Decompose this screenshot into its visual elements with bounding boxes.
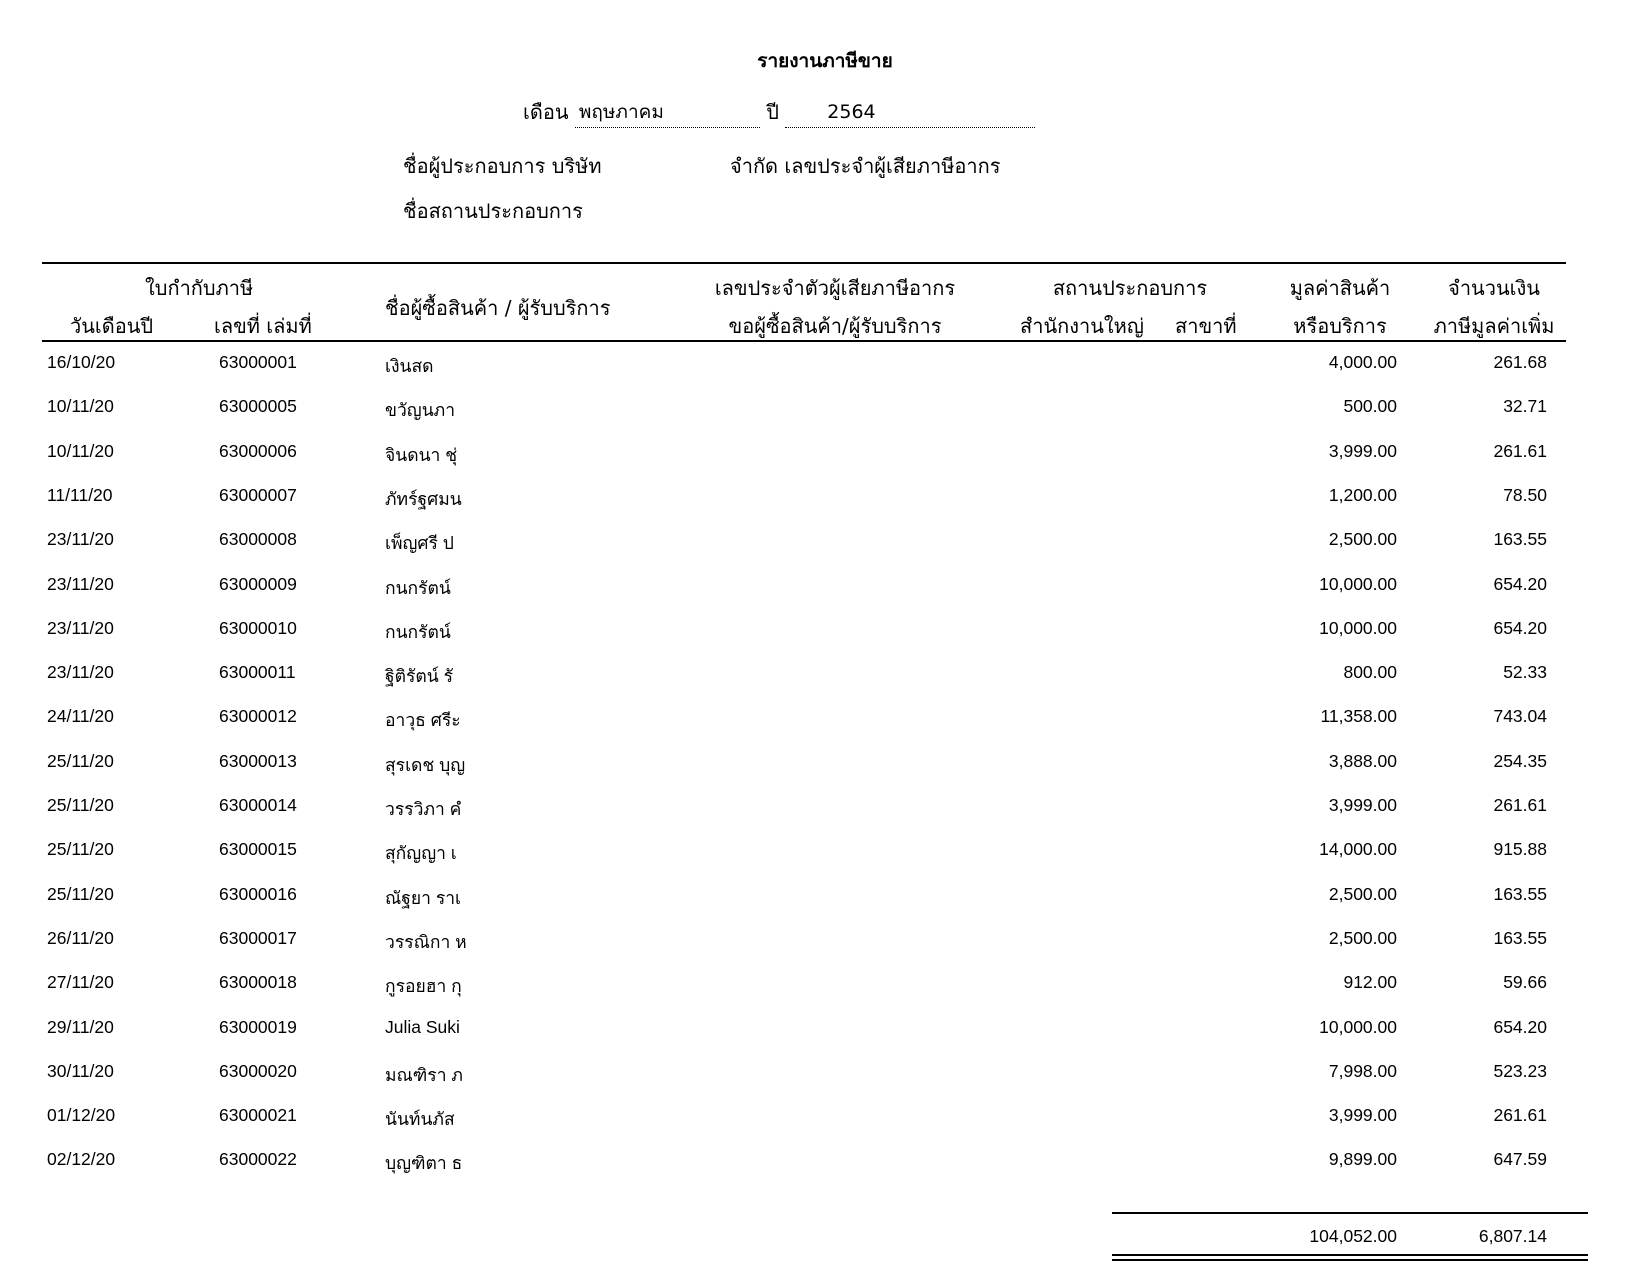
row-buyer-name: กนกรัตน์ [385, 621, 451, 642]
row-value: 800.00 [1343, 662, 1397, 683]
table-row [0, 751, 1650, 795]
row-buyer-name: วรรณิกา ห [385, 931, 467, 952]
table-row [0, 706, 1650, 750]
row-date: 16/10/20 [47, 352, 116, 372]
row-invoice-no: 63000011 [219, 662, 296, 683]
th-taxid-line2: ขอผู้ซื้อสินค้า/ผู้รับบริการ [728, 314, 942, 338]
row-value: 10,000.00 [1319, 617, 1397, 638]
th-value-line2: หรือบริการ [1293, 314, 1387, 338]
row-date: 01/12/20 [47, 1105, 116, 1126]
row-value: 1,200.00 [1328, 484, 1397, 505]
row-date: 29/11/20 [47, 1016, 114, 1037]
row-vat: 261.61 [1493, 440, 1547, 461]
table-row [0, 1017, 1650, 1061]
row-vat: 654.20 [1493, 1016, 1547, 1037]
row-vat: 59.66 [1503, 972, 1547, 993]
row-date: 30/11/20 [47, 1060, 114, 1081]
row-invoice-no: 63000007 [219, 484, 297, 505]
totals-top-rule [1112, 1212, 1588, 1214]
row-value: 11,358.00 [1320, 706, 1397, 727]
row-buyer-name: กูรอยฮา กุ [385, 976, 462, 997]
row-invoice-no: 63000008 [219, 529, 297, 550]
row-value: 10,000.00 [1319, 1016, 1397, 1037]
row-buyer-name: เพ็ญศรี ป [385, 533, 454, 554]
row-vat: 78.50 [1503, 484, 1547, 505]
table-row [0, 485, 1650, 529]
row-value: 3,999.00 [1328, 795, 1397, 815]
month-field [575, 101, 760, 128]
table-row [0, 839, 1650, 883]
row-value: 500.00 [1343, 396, 1397, 417]
row-value: 2,500.00 [1328, 883, 1397, 904]
th-value-line1: มูลค่าสินค้า [1289, 276, 1391, 300]
table-row [0, 441, 1650, 485]
th-invoice-group: ใบกำกับภาษี [145, 276, 254, 300]
row-buyer-name: ณัฐยา ราเ [385, 887, 462, 908]
row-buyer-name: ฐิติรัตน์ รั [385, 666, 454, 687]
row-buyer-name: สุรเดช บุญ [385, 754, 466, 775]
period-line [523, 96, 1035, 128]
row-vat: 32.71 [1503, 396, 1547, 417]
row-buyer-name: สุกัญญา เ [385, 843, 457, 864]
table-row [0, 928, 1650, 972]
th-vat-line1: จำนวนเงิน [1448, 276, 1540, 300]
th-branch-no: สาขาที่ [1175, 314, 1237, 338]
row-date: 27/11/20 [47, 972, 114, 993]
operator-label: ชื่อผู้ประกอบการ บริษัท [403, 154, 602, 178]
table-row [0, 972, 1650, 1016]
row-vat: 523.23 [1493, 1060, 1547, 1081]
row-vat: 743.04 [1493, 706, 1547, 727]
row-invoice-no: 63000010 [219, 617, 297, 638]
row-invoice-no: 63000005 [219, 396, 297, 417]
month-label: เดือน [523, 100, 569, 124]
row-vat: 261.61 [1493, 795, 1547, 815]
total-vat: 6,807.14 [1478, 1226, 1547, 1246]
row-date: 25/11/20 [47, 839, 114, 860]
table-row [0, 1061, 1650, 1105]
table-row [0, 396, 1650, 440]
row-invoice-no: 63000015 [219, 839, 297, 860]
row-value: 14,000.00 [1319, 839, 1397, 860]
row-buyer-name: เงินสด [385, 356, 434, 376]
table-row [0, 352, 1650, 396]
year-field [785, 101, 1035, 128]
th-branch-line1: สถานประกอบการ [1052, 276, 1208, 300]
row-vat: 163.55 [1493, 883, 1547, 904]
row-buyer-name: กนกรัตน์ [385, 577, 451, 598]
totals-double-rule-1 [1112, 1254, 1588, 1256]
row-buyer-name: มณฑิรา ภ [385, 1064, 463, 1085]
row-invoice-no: 63000019 [219, 1016, 297, 1037]
row-invoice-no: 63000009 [219, 573, 297, 594]
th-number: เลขที่ เล่มที่ [214, 314, 312, 338]
row-date: 11/11/20 [47, 484, 113, 505]
table-row [0, 1105, 1650, 1149]
table-row [0, 529, 1650, 573]
row-invoice-no: 63000017 [219, 927, 297, 948]
place-label: ชื่อสถานประกอบการ [403, 199, 583, 223]
th-taxid-line1: เลขประจำตัวผู้เสียภาษีอากร [714, 276, 956, 300]
row-date: 10/11/20 [47, 396, 114, 417]
report-title: รายงานภาษีขาย [757, 50, 893, 72]
table-row [0, 618, 1650, 662]
company-suffix: จำกัด เลขประจำผู้เสียภาษีอากร [730, 154, 1001, 178]
row-buyer-name: จินดนา ชุ่ [385, 444, 458, 465]
row-value: 9,899.00 [1328, 1149, 1397, 1170]
row-date: 23/11/20 [47, 617, 114, 638]
row-date: 02/12/20 [47, 1149, 116, 1170]
row-value: 3,888.00 [1328, 750, 1397, 771]
row-invoice-no: 63000006 [219, 440, 297, 461]
row-invoice-no: 63000021 [219, 1105, 297, 1126]
table-row [0, 795, 1650, 839]
table-row [0, 574, 1650, 618]
row-buyer-name: นันท์นภัส [385, 1109, 455, 1130]
row-vat: 654.20 [1493, 573, 1547, 594]
row-value: 2,500.00 [1328, 529, 1397, 550]
row-invoice-no: 63000001 [219, 352, 297, 372]
th-buyer: ชื่อผู้ซื้อสินค้า / ผู้รับบริการ [385, 296, 611, 320]
th-date: วันเดือนปี [70, 314, 154, 338]
row-invoice-no: 63000013 [219, 750, 297, 771]
row-date: 25/11/20 [47, 883, 114, 904]
row-invoice-no: 63000022 [219, 1149, 297, 1170]
row-buyer-name: Julia Suki [385, 1016, 460, 1037]
row-value: 2,500.00 [1328, 927, 1397, 948]
row-value: 7,998.00 [1328, 1060, 1397, 1081]
row-date: 23/11/20 [47, 573, 114, 594]
row-date: 10/11/20 [47, 440, 114, 461]
row-vat: 163.55 [1493, 529, 1547, 550]
table-row [0, 662, 1650, 706]
row-vat: 915.88 [1493, 839, 1547, 860]
month-value: พฤษภาคม [578, 101, 664, 123]
total-value: 104,052.00 [1309, 1226, 1397, 1246]
row-invoice-no: 63000016 [219, 883, 297, 904]
row-value: 3,999.00 [1328, 440, 1397, 461]
row-date: 23/11/20 [47, 529, 114, 550]
row-vat: 163.55 [1493, 927, 1547, 948]
row-vat: 254.35 [1493, 750, 1547, 771]
row-vat: 52.33 [1503, 662, 1547, 683]
row-vat: 261.61 [1493, 1105, 1547, 1126]
totals-double-rule-2 [1112, 1259, 1588, 1261]
table-top-rule [42, 262, 1566, 264]
row-value: 912.00 [1343, 972, 1397, 993]
row-date: 23/11/20 [47, 662, 114, 683]
table-header-rule [42, 340, 1566, 342]
row-date: 25/11/20 [47, 795, 114, 815]
row-date: 26/11/20 [47, 927, 114, 948]
table-row [0, 884, 1650, 928]
row-value: 3,999.00 [1328, 1105, 1397, 1126]
row-invoice-no: 63000018 [219, 972, 297, 993]
row-invoice-no: 63000020 [219, 1060, 297, 1081]
row-buyer-name: บุญฑิตา ธ [385, 1153, 463, 1174]
row-buyer-name: อาวุธ ศรีะ [385, 710, 461, 731]
row-value: 10,000.00 [1319, 573, 1397, 594]
row-date: 24/11/20 [47, 706, 114, 727]
th-branch-hq: สำนักงานใหญ่ [1020, 314, 1144, 338]
row-vat: 261.68 [1493, 352, 1547, 372]
row-buyer-name: วรรวิภา คํ [385, 799, 462, 819]
row-vat: 654.20 [1493, 617, 1547, 638]
row-value: 4,000.00 [1328, 352, 1397, 372]
year-label: ปี [766, 100, 779, 124]
th-vat-line2: ภาษีมูลค่าเพิ่ม [1433, 314, 1555, 338]
row-vat: 647.59 [1493, 1149, 1547, 1170]
row-buyer-name: ขวัญนภา [385, 400, 456, 421]
row-buyer-name: ภัทร์ฐศมน [385, 488, 462, 509]
row-invoice-no: 63000012 [219, 706, 297, 727]
table-row [0, 1149, 1650, 1193]
row-date: 25/11/20 [47, 750, 114, 771]
year-value: 2564 [827, 101, 876, 123]
row-invoice-no: 63000014 [219, 795, 297, 815]
